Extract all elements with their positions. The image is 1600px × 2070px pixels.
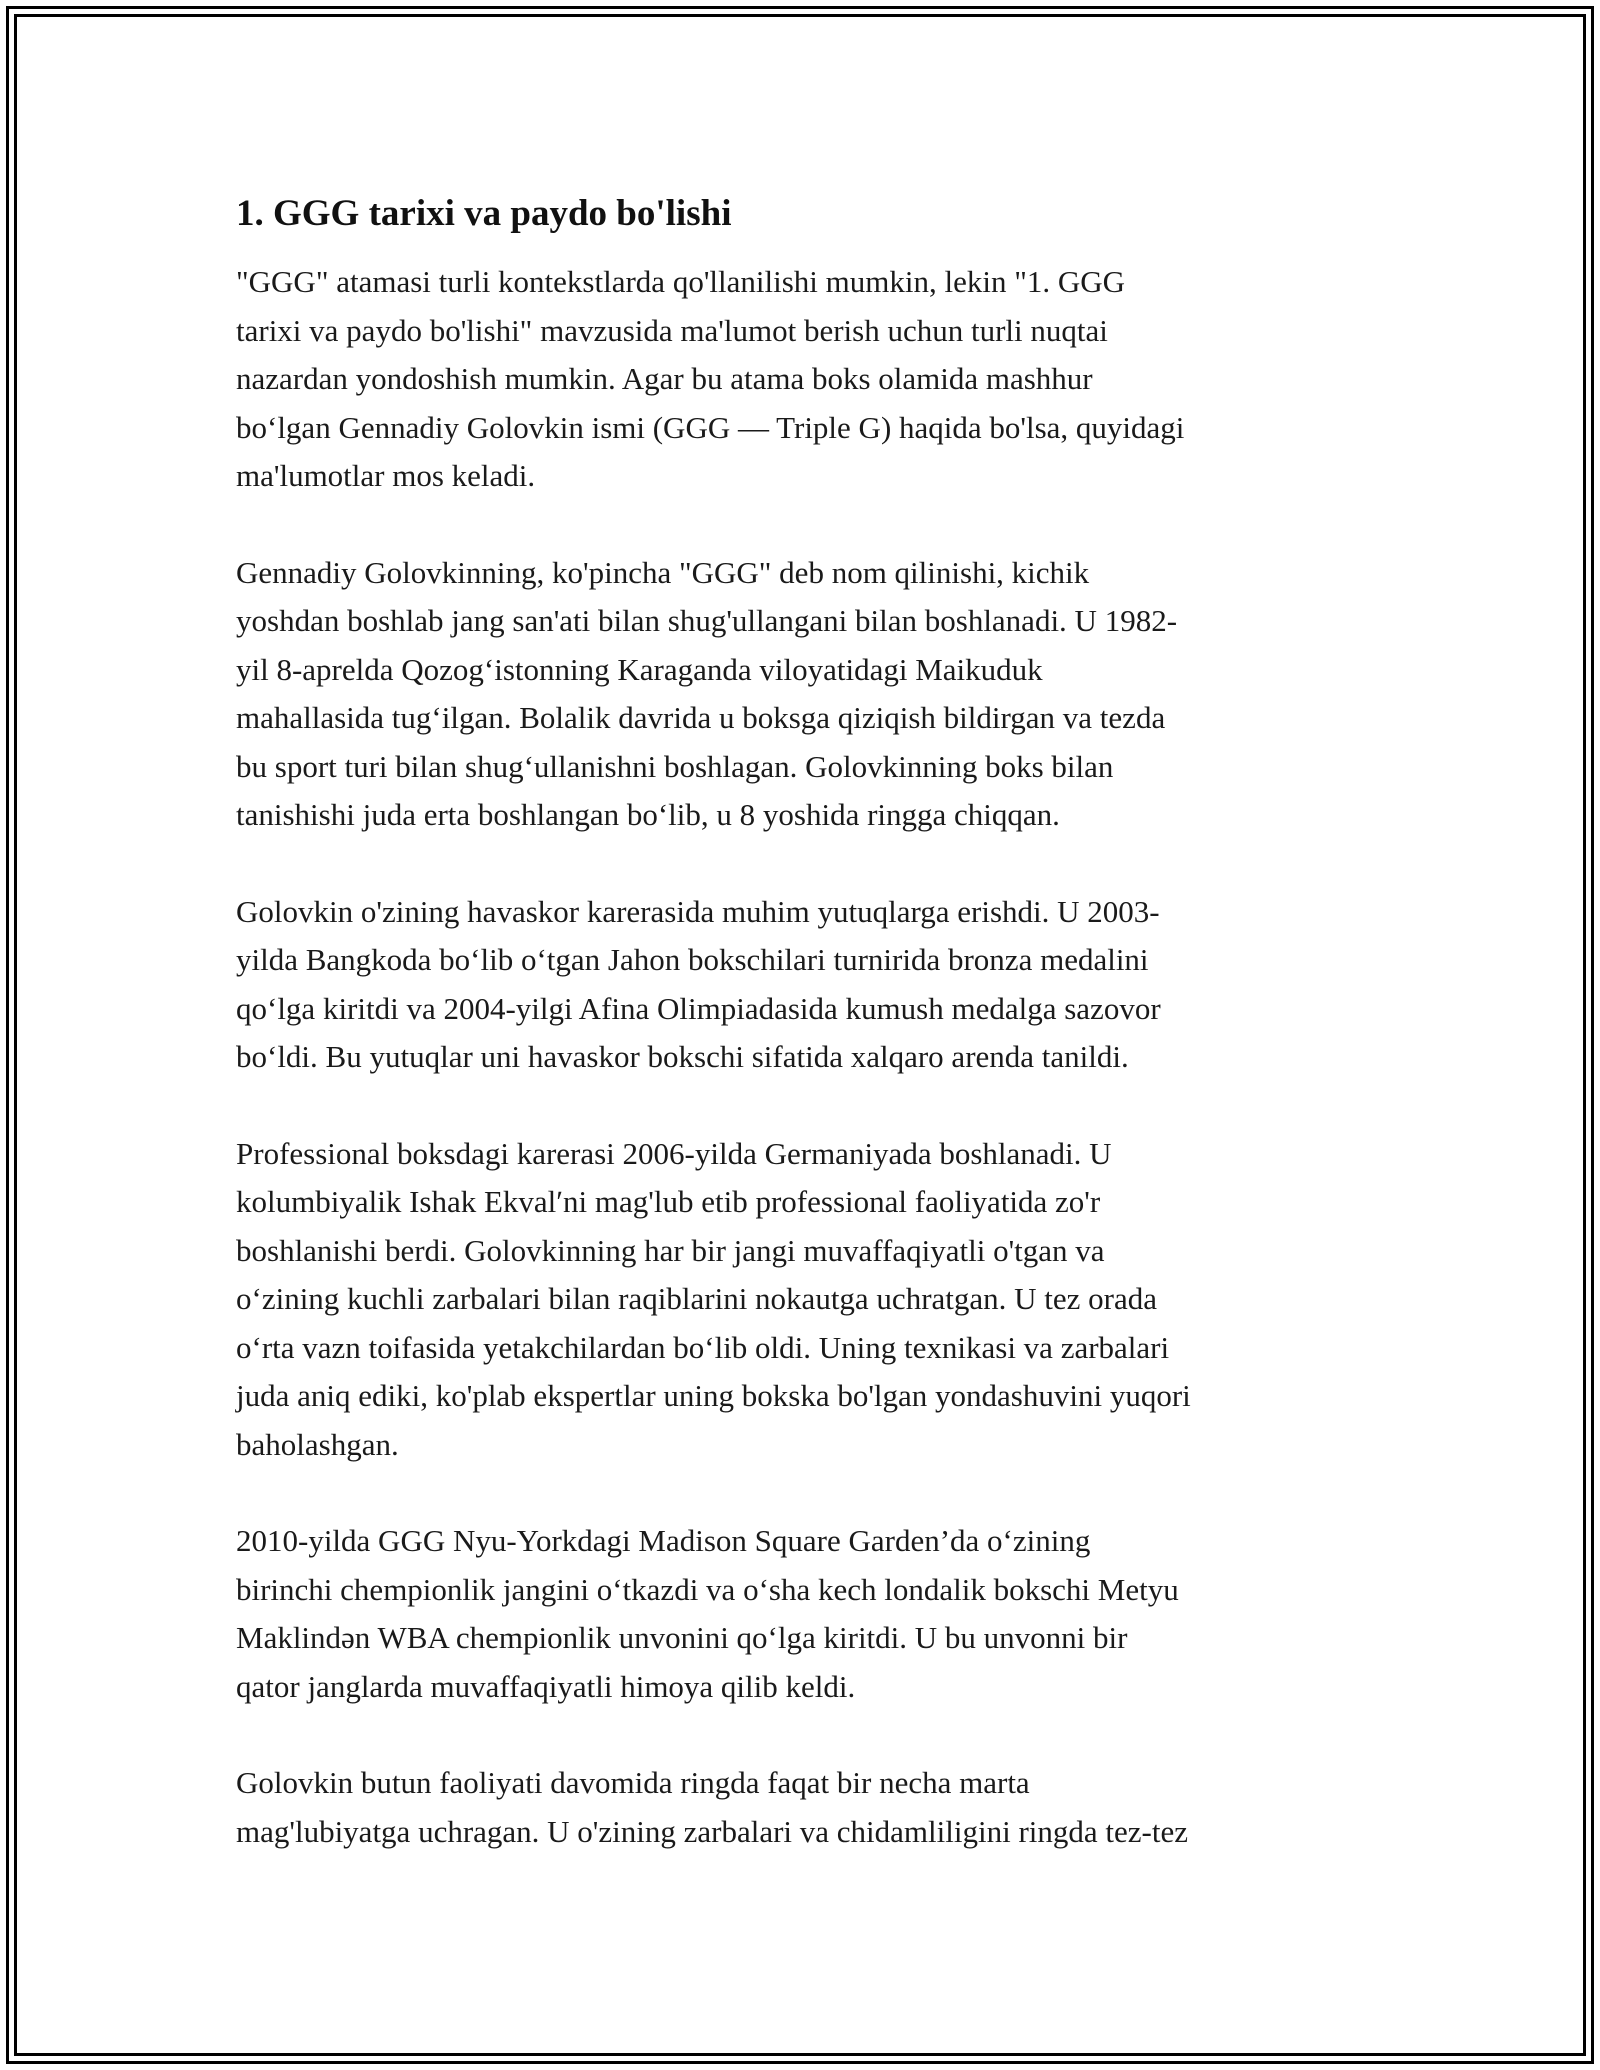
- text-line: baholashgan.: [236, 1426, 399, 1462]
- paragraph: [236, 258, 1376, 501]
- text-line: juda aniq ediki, ko'plab ekspertlar uning bokska bo'lgan yondashuvini yuqori: [236, 1378, 1191, 1413]
- text-line: yoshdan boshlab jang san'ati bilan shug'ullangani bilan boshlanadi. U 1982-: [236, 603, 1178, 638]
- text-line: Golovkin butun faoliyati davomida ringda faqat bir necha marta: [236, 1765, 1030, 1800]
- text-line: Maklindən WBA chempionlik unvonini qoʻlga kiritdi. U bu unvonni bir: [236, 1620, 1128, 1655]
- text-line: yilda Bangkoda boʻlib oʻtgan Jahon bokschilari turnirida bronza medalini: [236, 942, 1149, 977]
- text-line: Professional boksdagi karerasi 2006-yilda Germaniyada boshlanadi. U: [236, 1135, 1112, 1171]
- paragraph: [236, 549, 1376, 840]
- text-line: boshlanishi berdi. Golovkinning har bir jangi muvaffaqiyatli o'tgan va: [236, 1232, 1105, 1268]
- text-line: mag'lubiyatga uchragan. U o'zining zarbalari va chidamliligini ringda tez-tez: [236, 1813, 1188, 1849]
- text-line: oʻrta vazn toifasida yetakchilardan boʻlib oldi. Uning texnikasi va zarbalari: [236, 1329, 1170, 1365]
- text-line: tanishishi juda erta boshlangan boʻlib, u 8 yoshida ringga chiqqan.: [236, 797, 1060, 832]
- text-line: yil 8-aprelda Qozogʻistonning Karaganda viloyatidagi Maikuduk: [236, 651, 1043, 687]
- paragraph: [236, 1517, 1376, 1711]
- text-line: Golovkin o'zining havaskor karerasida muhim yutuqlarga erishdi. U 2003-: [236, 893, 1160, 929]
- paragraph: [236, 1130, 1376, 1470]
- paragraph-list: [236, 258, 1376, 1856]
- text-line: nazardan yondoshish mumkin. Agar bu atama boks olamida mashhur: [236, 361, 1093, 396]
- document-body: [236, 192, 1376, 1904]
- section-heading: 1. GGG tarixi va paydo bo'lishi: [236, 193, 732, 234]
- text-line: "GGG" atamasi turli kontekstlarda qo'llanilishi mumkin, lekin "1. GGG: [236, 264, 1126, 299]
- text-line: boʻlgan Gennadiy Golovkin ismi (GGG — Triple G) haqida bo'lsa, quyidagi: [236, 409, 1185, 445]
- text-line: ma'lumotlar mos keladi.: [236, 458, 536, 493]
- text-line: 2010-yilda GGG Nyu-Yorkdagi Madison Square Garden’da oʻzining: [236, 1523, 1091, 1558]
- paragraph: [236, 1759, 1376, 1856]
- text-line: bu sport turi bilan shugʻullanishni boshlagan. Golovkinning boks bilan: [236, 748, 1114, 784]
- text-line: qoʻlga kiritdi va 2004-yilgi Afina Olimpiadasida kumush medalga sazovor: [236, 990, 1161, 1026]
- text-line: mahallasida tugʻilgan. Bolalik davrida u boksga qiziqish bildirgan va tezda: [236, 700, 1166, 735]
- text-line: birinchi chempionlik jangini oʻtkazdi va oʻsha kech londalik bokschi Metyu: [236, 1571, 1179, 1607]
- text-line: boʻldi. Bu yutuqlar uni havaskor bokschi sifatida xalqaro arenda tanildi.: [236, 1039, 1129, 1074]
- text-line: Gennadiy Golovkinning, ko'pincha "GGG" deb nom qilinishi, kichik: [236, 554, 1090, 590]
- paragraph: [236, 888, 1376, 1082]
- text-line: oʻzining kuchli zarbalari bilan raqiblarini nokautga uchratgan. U tez orada: [236, 1281, 1158, 1316]
- text-line: tarixi va paydo bo'lishi" mavzusida ma'lumot berish uchun turli nuqtai: [236, 312, 1108, 348]
- text-line: qator janglarda muvaffaqiyatli himoya qilib keldi.: [236, 1668, 856, 1704]
- text-line: kolumbiyalik Ishak Ekvalʹni mag'lub etib professional faoliyatida zo'r: [236, 1184, 1101, 1219]
